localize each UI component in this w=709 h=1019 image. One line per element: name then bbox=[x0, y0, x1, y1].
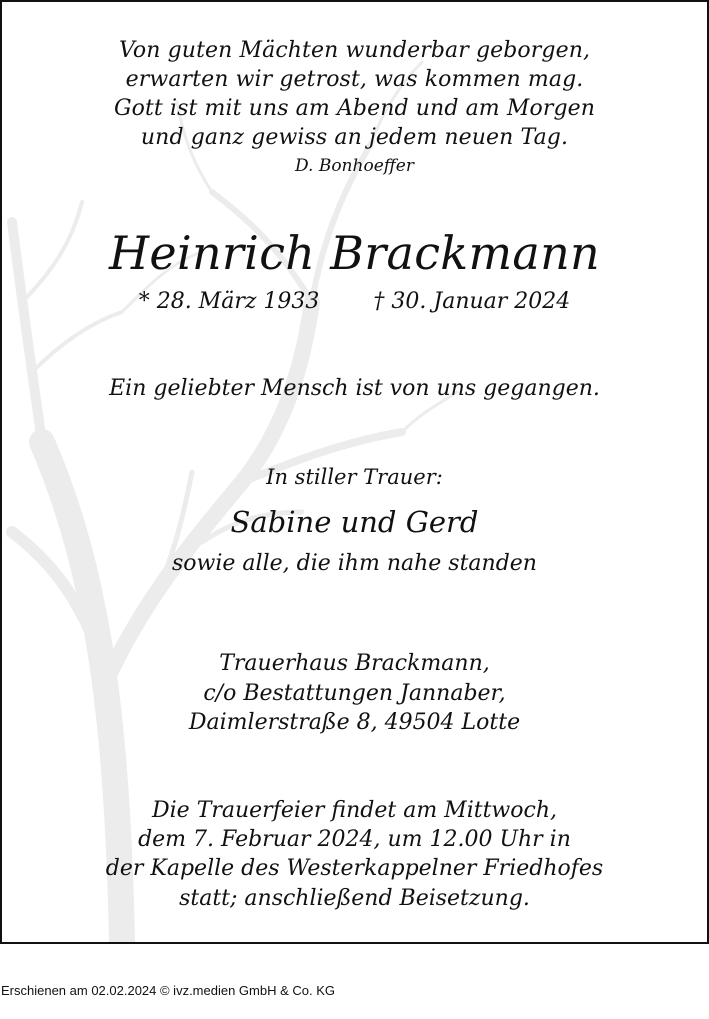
verse-author: D. Bonhoeffer bbox=[295, 156, 414, 176]
farewell-statement: Ein geliebter Mensch ist von uns gegangen. bbox=[109, 376, 600, 401]
verse-line-1: Von guten Mächten wunderbar geborgen, bbox=[118, 38, 591, 63]
mourning-intro: In stiller Trauer: bbox=[266, 465, 443, 489]
service-line-1: Die Trauerfeier findet am Mittwoch, bbox=[152, 798, 557, 823]
publication-footer: Erschienen am 02.02.2024 © ivz.medien GmbH & Co. KG bbox=[1, 983, 336, 998]
verse-line-3: Gott ist mit uns am Abend und am Morgen bbox=[113, 96, 596, 121]
address-line-3: Daimlerstraße 8, 49504 Lotte bbox=[188, 710, 521, 735]
death-date: † 30. Januar 2024 bbox=[373, 289, 571, 314]
life-dates bbox=[2, 289, 707, 314]
birth-date: * 28. März 1933 bbox=[138, 289, 320, 314]
address-line-1: Trauerhaus Brackmann, bbox=[219, 651, 490, 676]
verse-line-2: erwarten wir getrost, was kommen mag. bbox=[125, 67, 584, 92]
address-line-2: c/o Bestattungen Jannaber, bbox=[203, 681, 506, 706]
verse-line-4: und ganz gewiss an jedem neuen Tag. bbox=[140, 125, 569, 150]
mourner-others: sowie alle, die ihm nahe standen bbox=[172, 551, 537, 576]
deceased-name: Heinrich Brackmann bbox=[109, 226, 600, 280]
service-line-3: der Kapelle des Westerkappelner Friedhofes bbox=[105, 856, 604, 881]
service-line-4: statt; anschließend Beisetzung. bbox=[179, 886, 530, 911]
service-line-2: dem 7. Februar 2024, um 12.00 Uhr in bbox=[138, 827, 571, 852]
mourner-names: Sabine und Gerd bbox=[230, 505, 479, 539]
